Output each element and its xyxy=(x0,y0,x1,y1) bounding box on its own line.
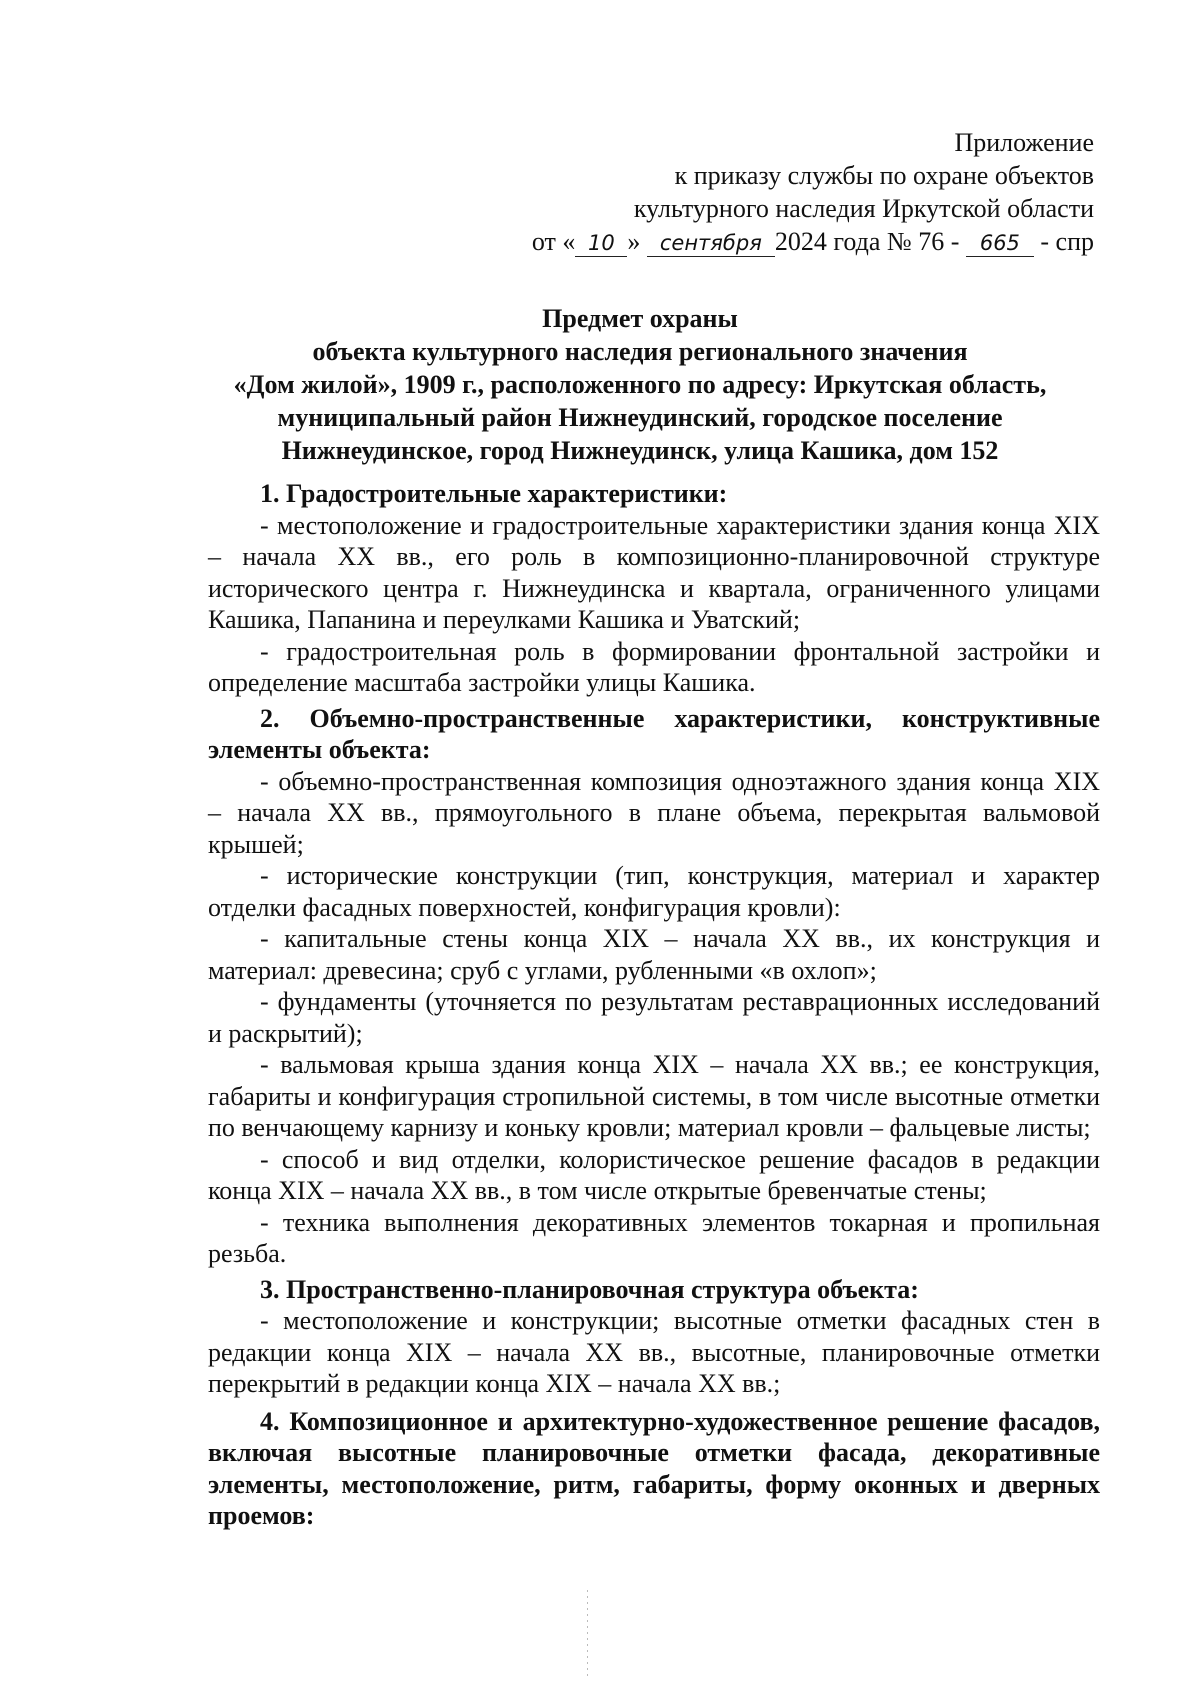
appendix-authority-line: культурного наследия Иркутской области xyxy=(633,194,1094,223)
section-2-item: - объемно-пространственная композиция одноэтажного здания конца XIX – начала XX вв., прямоугольного в плане объема, перекрытая вальмовой крышей; xyxy=(208,766,1100,859)
year-text: 2024 года № 76 - xyxy=(774,227,960,256)
title-line-1: Предмет охраны xyxy=(542,304,738,333)
section-2-item: - способ и вид отделки, колористическое решение фасадов в редакции конца XIX – начала XX вв., в том числе открытые бревенчатые стены; xyxy=(208,1144,1100,1205)
section-2-item: - исторические конструкции (тип, конструкция, материал и характер отделки фасадных поверхностей, конфигурация кровли): xyxy=(208,861,1100,922)
section-1-heading: 1. Градостроительные характеристики: xyxy=(260,479,728,508)
handwritten-order-number: 665 xyxy=(966,230,1034,257)
document-body xyxy=(208,478,1100,1532)
appendix-title: Приложение xyxy=(954,128,1094,157)
section-2-item: - капитальные стены конца XIX – начала XX вв., их конструкция и материал: древесина; сруб с углами, рубленными «в охлоп»; xyxy=(208,924,1100,985)
section-4-heading: 4. Композиционное и архитектурно-художественное решение фасадов, включая высотные планировочные отметки фасада, декоративные элементы, местоположение, ритм, габариты, форму оконных и дверных проемов: xyxy=(208,1406,1100,1530)
section-2-heading: 2. Объемно-пространственные характеристики, конструктивные элементы объекта: xyxy=(208,703,1100,764)
appendix-date-line xyxy=(532,225,1094,258)
section-3-heading: 3. Пространственно-планировочная структура объекта: xyxy=(260,1274,919,1304)
title-line-5: Нижнеудинское, город Нижнеудинск, улица Кашика, дом 152 xyxy=(281,436,999,465)
section-2-item: - техника выполнения декоративных элементов токарная и пропильная резьба. xyxy=(208,1207,1100,1268)
handwritten-day: 10 xyxy=(575,230,627,257)
document-title xyxy=(180,302,1100,467)
section-1-item: - градостроительная роль в формировании фронтальной застройки и определение масштаба застройки улицы Кашика. xyxy=(208,636,1100,697)
section-3-item: - местоположение и конструкции; высотные отметки фасадных стен в редакции конца XIX – начала XX вв., высотные, планировочные отметки перекрытий в редакции конца XIX – начала XX вв.; xyxy=(208,1306,1100,1398)
order-suffix: - спр xyxy=(1040,227,1094,256)
section-2-item: - вальмовая крыша здания конца XIX – начала XX вв.; ее конструкция, габариты и конфигурация стропильной системы, в том числе высотные отметки по венчающему карнизу и коньку кровли; материал кровли – фальцевые листы; xyxy=(208,1050,1100,1142)
title-line-2: объекта культурного наследия регионального значения xyxy=(312,337,968,366)
handwritten-month: сентября xyxy=(647,230,775,257)
title-line-3: «Дом жилой», 1909 г., расположенного по адресу: Иркутская область, xyxy=(233,370,1047,399)
date-mid: » xyxy=(627,227,641,256)
section-2-item: - фундаменты (уточняется по результатам реставрационных исследований и раскрытий); xyxy=(208,987,1100,1048)
date-prefix: от « xyxy=(531,227,576,256)
title-line-4: муниципальный район Нижнеудинский, городское поселение xyxy=(277,403,1003,432)
appendix-order-line: к приказу службы по охране объектов xyxy=(674,161,1094,190)
appendix-header xyxy=(532,126,1094,258)
scan-artifact xyxy=(587,1590,588,1680)
section-1-item: - местоположение и градостроительные характеристики здания конца XIX – начала XX вв., его роль в композиционно-планировочной структуре исторического центра г. Нижнеудинска и квартала, ограниченного улицами Кашика, Папанина и переулками Кашика и Уватский; xyxy=(208,510,1100,634)
